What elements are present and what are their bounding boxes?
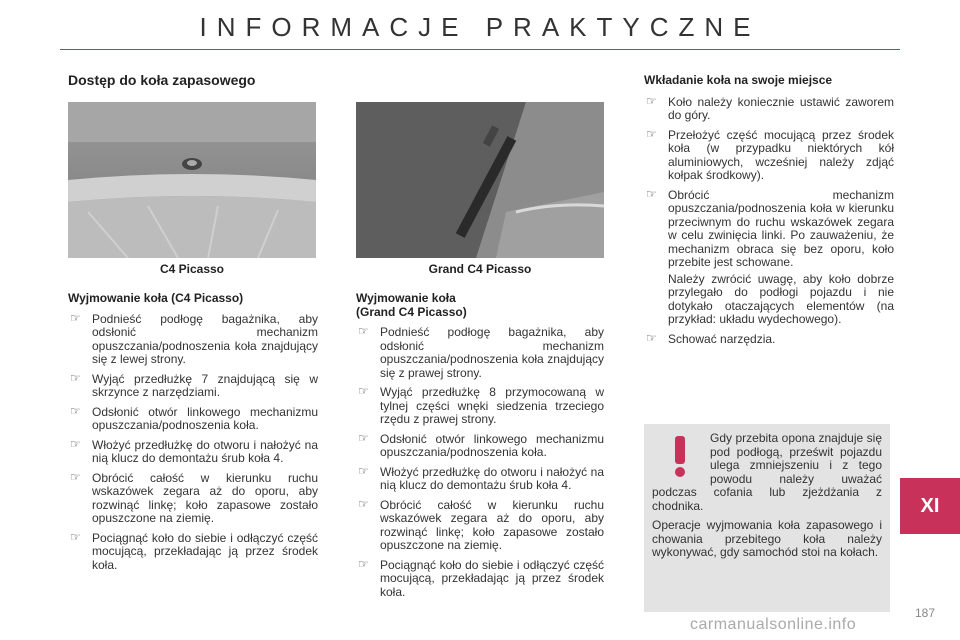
photo-grand-c4-picasso-trunk	[356, 102, 604, 258]
col1-steps	[68, 313, 318, 573]
photo-c4-picasso-trunk	[68, 102, 316, 258]
warning-box	[644, 424, 890, 612]
col2-heading-line1: Wyjmowanie koła	[356, 291, 456, 305]
list-item: ☞ Włożyć przedłużkę do otworu i nałożyć na nią klucz do demontażu śrub koła 4.	[356, 466, 604, 493]
watermark: carmanualsonline.info	[690, 616, 857, 633]
list-item: ☞ Pociągnąć koło do siebie i odłączyć część mocującą, przekładając ją przez środek koła.	[356, 559, 604, 600]
col2-heading-line2: (Grand C4 Picasso)	[356, 304, 467, 319]
list-item: ☞ Pociągnąć koło do siebie i odłączyć część mocującą, przekładając ją przez środek koła.	[68, 532, 318, 573]
list-item: ☞ Podnieść podłogę bagażnika, aby odsłonić mechanizm opuszczania/podnoszenia koła znajdujący się z prawej strony.	[356, 326, 604, 380]
list-item: ☞ Wyjąć przedłużkę 7 znajdującą się w skrzynce z narzędziami.	[68, 373, 318, 400]
list-item: ☞ Wyjąć przedłużkę 8 przymocowaną w tylnej części wnęki siedzenia trzeciego rzędu z prawej strony.	[356, 386, 604, 427]
column-grand-c4-picasso-removal	[356, 292, 604, 605]
warning-text-1: Gdy przebita opona znajduje się pod podłogą, prześwit pojazdu ulega zmniejszeniu i z tego powodu należy uważać podczas cofania lub zjeżdżania z chodnika.	[652, 431, 882, 513]
list-item: ☞ Koło należy koniecznie ustawić zaworem do góry.	[644, 96, 894, 123]
column-c4-picasso-removal	[68, 292, 318, 578]
list-item: ☞ Schować narzędzia.	[644, 333, 894, 347]
list-item: ☞ Podnieść podłogę bagażnika, aby odsłonić mechanizm opuszczania/podnoszenia koła znajdujący się z lewej strony.	[68, 313, 318, 367]
caption-c4-picasso: C4 Picasso	[159, 262, 225, 276]
col3-steps	[644, 96, 894, 270]
list-item: ☞ Włożyć przedłużkę do otworu i nałożyć na nią klucz do demontażu śrub koła 4.	[68, 439, 318, 466]
caption-grand-c4-picasso: Grand C4 Picasso	[428, 262, 532, 276]
list-item: ☞ Obrócić mechanizm opuszczania/podnoszenia koła w kierunku przeciwnym do ruchu wskazówek zegara w celu zwinięcia linki. Po zauważeniu, że mechanizm obraca się bez oporu, koło przebite jest schowane.	[644, 189, 894, 270]
col2-steps	[356, 326, 604, 599]
page-number: 187	[915, 606, 936, 620]
list-item: ☞ Przełożyć część mocującą przez środek koła (w przypadku niektórych kół aluminiowych, wcześniej należy zdjąć kołpak środkowy).	[644, 129, 894, 183]
section-title: Dostęp do koła zapasowego	[68, 72, 256, 88]
list-item: ☞ Obrócić całość w kierunku ruchu wskazówek zegara aż do oporu, aby rozwinąć linkę; koło zapasowe zostało opuszczone na ziemię.	[68, 472, 318, 526]
col2-heading	[356, 292, 604, 319]
col1-heading: Wyjmowanie koła (C4 Picasso)	[68, 291, 244, 305]
warning-text-2: Operacje wyjmowania koła zapasowego i chowania przebitego koła należy wykonywać, gdy samochód stoi na kołach.	[652, 518, 882, 559]
page-header-title: INFORMACJE PRAKTYCZNE	[199, 12, 761, 42]
col3-note: Należy zwrócić uwagę, aby koło dobrze przylegało do podłogi pojazdu i nie dotykało otaczających elementów (na przykład: układu wydechowego).	[668, 271, 894, 326]
list-item: ☞ Odsłonić otwór linkowego mechanizmu opuszczania/podnoszenia koła.	[68, 406, 318, 433]
warning-exclamation-icon	[658, 434, 702, 478]
header-divider	[60, 49, 900, 50]
list-item: ☞ Obrócić całość w kierunku ruchu wskazówek zegara aż do oporu, aby rozwinąć linkę; koło zapasowe zostało opuszczone na ziemię.	[356, 499, 604, 553]
col3-final-step	[644, 333, 894, 347]
list-item: ☞ Odsłonić otwór linkowego mechanizmu opuszczania/podnoszenia koła.	[356, 433, 604, 460]
chapter-tab: XI	[900, 478, 960, 534]
column-wheel-refit	[644, 74, 894, 352]
col3-heading: Wkładanie koła na swoje miejsce	[644, 73, 833, 87]
